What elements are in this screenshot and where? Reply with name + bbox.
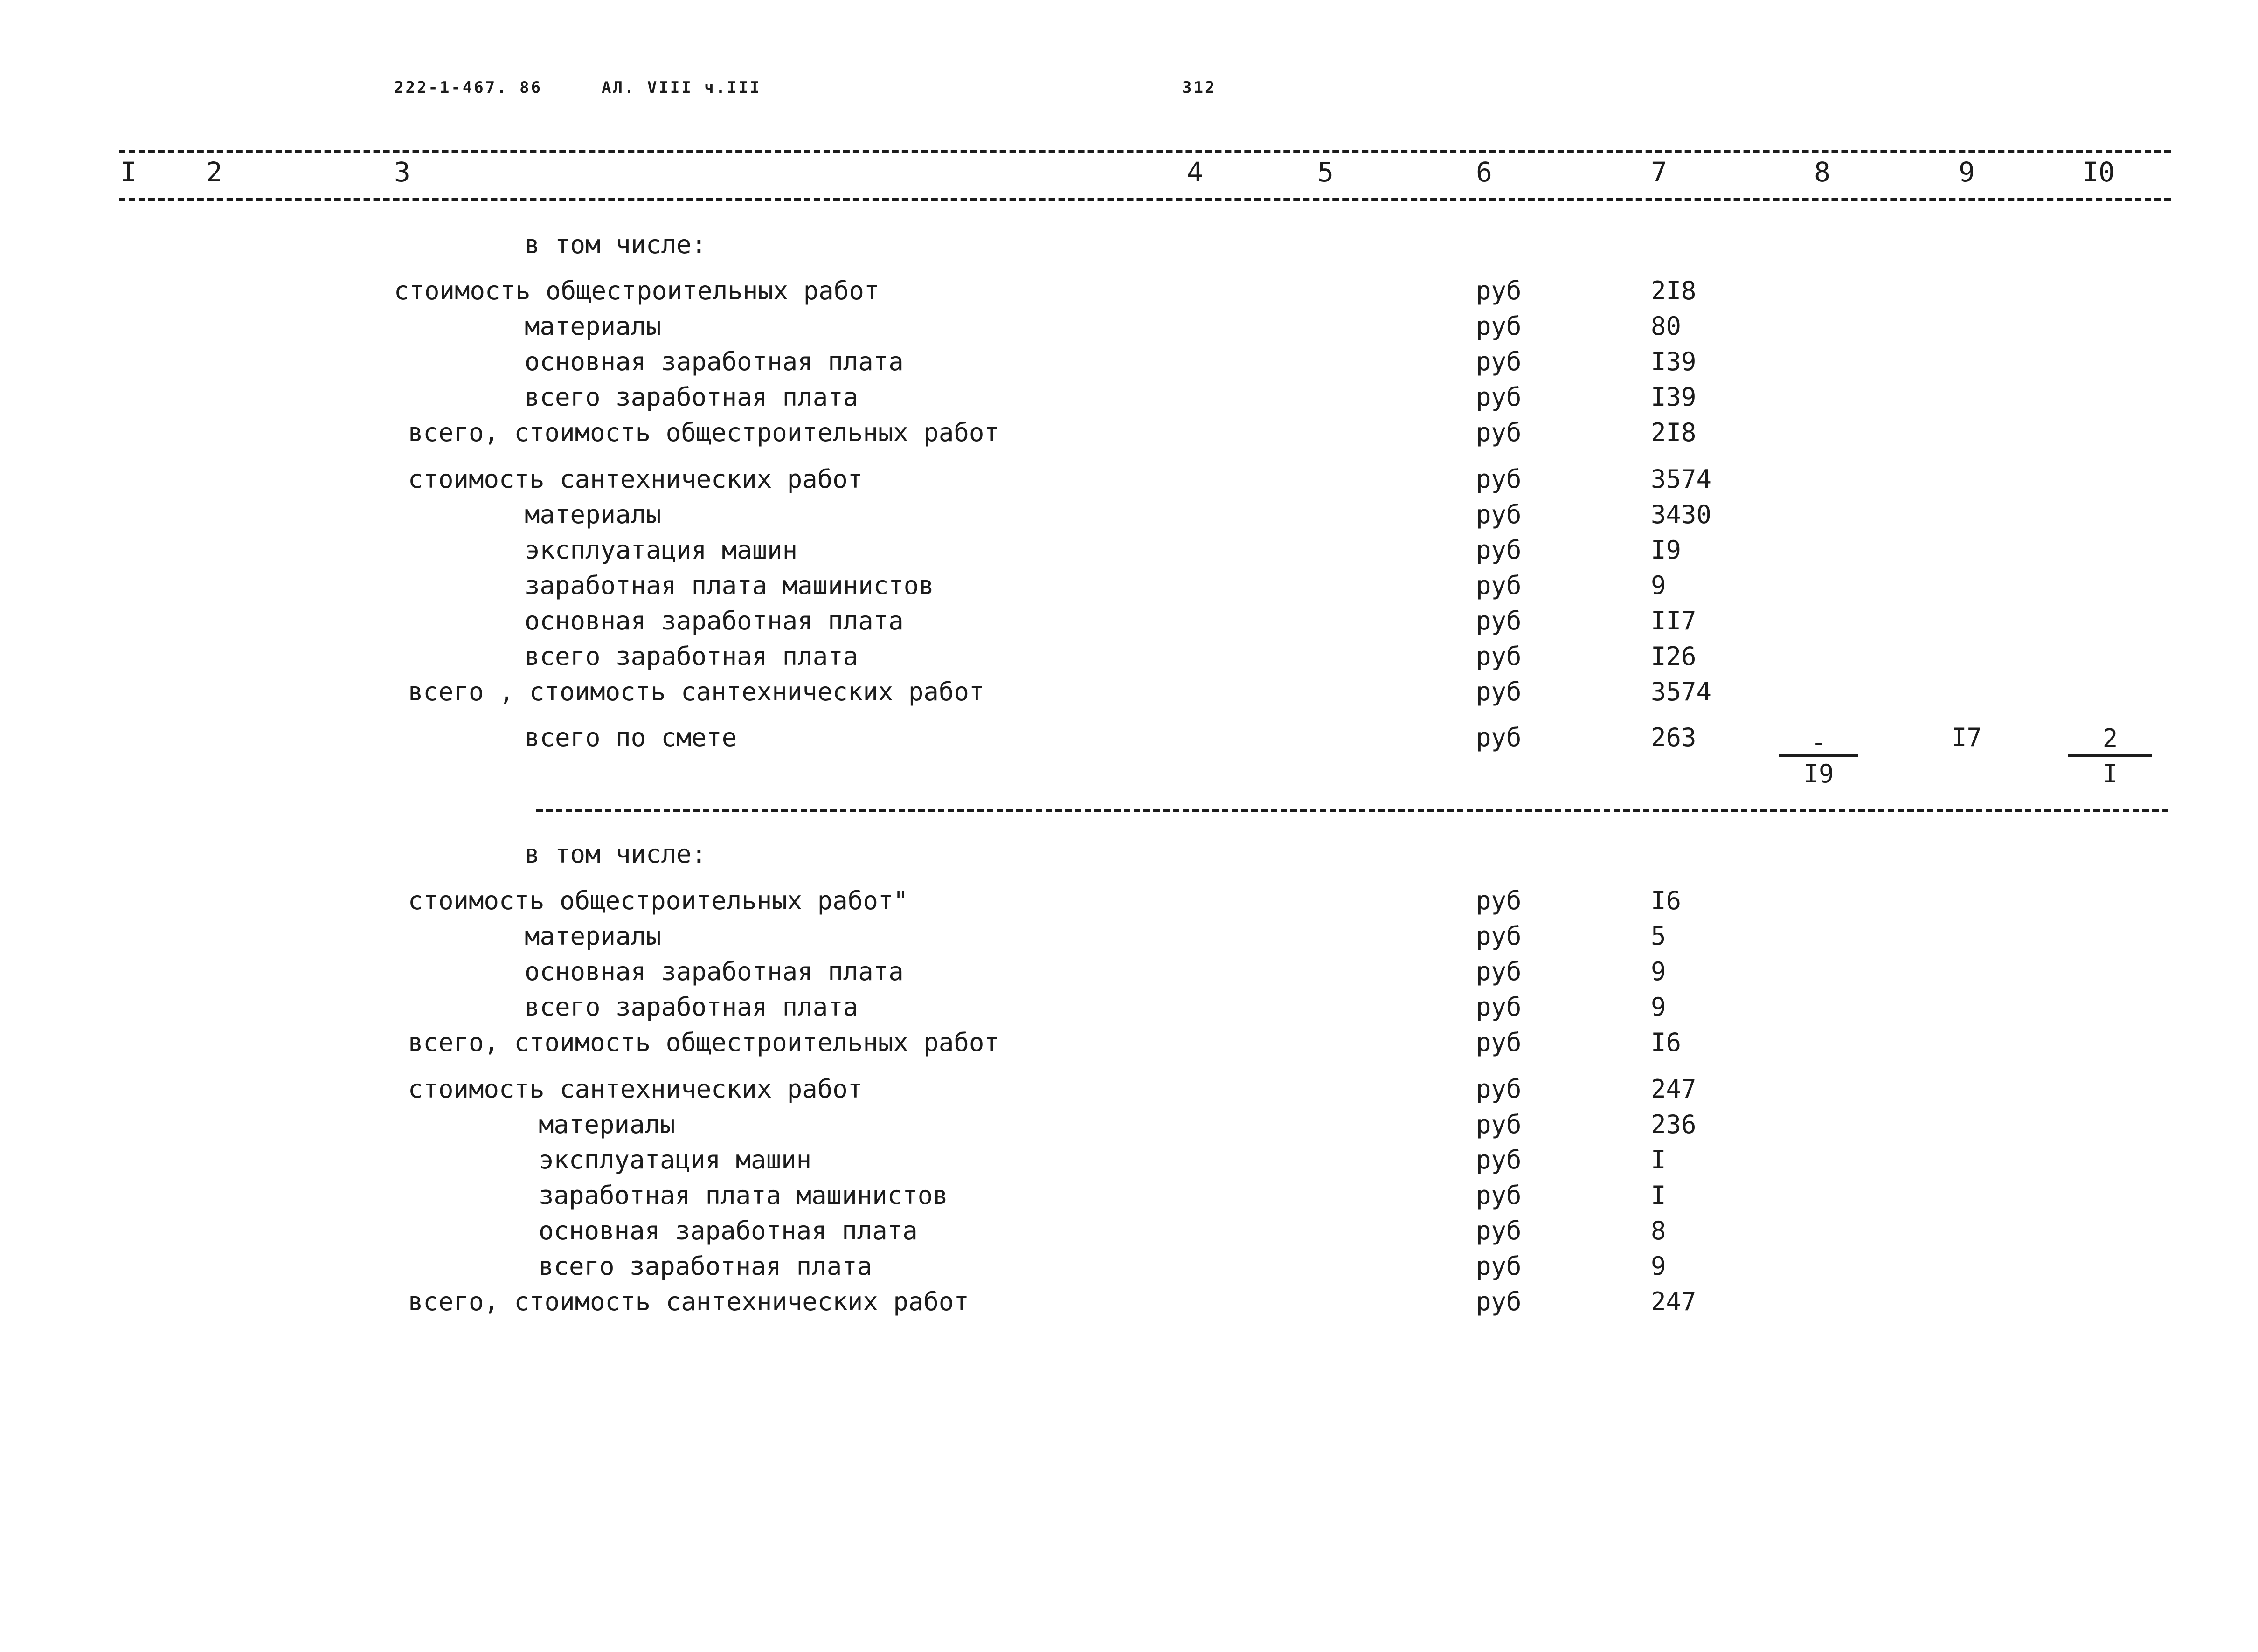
cost-label: эксплуатация машин: [539, 1145, 812, 1175]
column-number-7: 7: [1651, 156, 1667, 188]
cost-label: стоимость сантехнических работ: [408, 1074, 863, 1104]
unit-label: руб: [1476, 642, 1522, 671]
col10-numerator: 2: [2102, 724, 2118, 753]
unit-label: руб: [1476, 1145, 1522, 1175]
unit-label: руб: [1476, 311, 1522, 341]
cost-label: материалы: [525, 311, 661, 341]
cost-label: материалы: [525, 500, 661, 529]
unit-label: руб: [1476, 382, 1522, 412]
cost-value: 247: [1651, 1074, 1697, 1104]
unit-label: руб: [1476, 921, 1522, 951]
cost-label: эксплуатация машин: [525, 535, 798, 565]
column-number-5: 5: [1317, 156, 1334, 188]
cost-value: I39: [1651, 382, 1697, 412]
cost-label: стоимость общестроительных работ: [394, 276, 880, 305]
cost-value: 9: [1651, 1251, 1666, 1281]
cost-value: 9: [1651, 992, 1666, 1022]
cost-value: 8: [1651, 1216, 1666, 1245]
cost-value: 2I8: [1651, 418, 1697, 447]
cost-value: I: [1651, 1181, 1666, 1210]
cost-value: 236: [1651, 1110, 1697, 1139]
column-number-6: 6: [1476, 156, 1492, 188]
unit-label: руб: [1476, 535, 1522, 565]
document-code: 222-1-467. 86: [394, 78, 543, 97]
cost-label: заработная плата машинистов: [539, 1181, 948, 1210]
unit-label: руб: [1476, 992, 1522, 1022]
section2-intro: в том числе:: [525, 839, 707, 869]
col8-denominator: I9: [1803, 759, 1834, 788]
col8-numerator: -: [1811, 727, 1827, 757]
cost-label: всего, стоимость общестроительных работ: [408, 1028, 999, 1057]
column-number-2: 2: [206, 156, 222, 188]
cost-value: I: [1651, 1145, 1666, 1175]
cost-label: основная заработная плата: [539, 1216, 918, 1245]
unit-label: руб: [1476, 1074, 1522, 1104]
cost-value: I26: [1651, 642, 1697, 671]
cost-label: всего заработная плата: [525, 382, 859, 412]
cost-value: I6: [1651, 1028, 1682, 1057]
cost-value: 2I8: [1651, 276, 1697, 305]
unit-label: руб: [1476, 418, 1522, 447]
cost-value: I9: [1651, 535, 1682, 565]
cost-label: основная заработная плата: [525, 347, 904, 376]
cost-label: всего , стоимость сантехнических работ: [408, 677, 984, 706]
cost-value: 9: [1651, 571, 1666, 600]
cost-value: 3574: [1651, 464, 1712, 494]
header-bottom-rule: [119, 198, 2171, 201]
cost-label: стоимость сантехнических работ: [408, 464, 863, 494]
col8-fraction-bar: [1779, 754, 1858, 757]
unit-label: руб: [1476, 500, 1522, 529]
unit-label: руб: [1476, 571, 1522, 600]
column-number-3: 3: [394, 156, 410, 188]
unit-label: руб: [1476, 464, 1522, 494]
column-number-9: 9: [1959, 156, 1975, 188]
column-number-8: 8: [1814, 156, 1830, 188]
cost-label: заработная плата машинистов: [525, 571, 934, 600]
estimate-total-label: всего по смете: [525, 723, 737, 752]
cost-label: материалы: [539, 1110, 675, 1139]
section1-intro: в том числе:: [525, 230, 707, 259]
cost-value: 80: [1651, 311, 1682, 341]
unit-label: руб: [1476, 1251, 1522, 1281]
col10-denominator: I: [2102, 759, 2118, 788]
cost-label: всего, стоимость общестроительных работ: [408, 418, 999, 447]
cost-label: основная заработная плата: [525, 957, 904, 986]
header-top-rule: [119, 150, 2171, 153]
cost-label: материалы: [525, 921, 661, 951]
unit-label: руб: [1476, 1287, 1522, 1316]
unit-label: руб: [1476, 1181, 1522, 1210]
column-number-1: I: [120, 156, 137, 188]
cost-value: II7: [1651, 606, 1697, 636]
unit-label: руб: [1476, 347, 1522, 376]
unit-label: руб: [1476, 276, 1522, 305]
page-number: 312: [1182, 78, 1217, 97]
estimate-total-value: 263: [1651, 723, 1697, 752]
cost-label: всего заработная плата: [525, 642, 859, 671]
col10-fraction-bar: [2068, 754, 2152, 757]
cost-value: 247: [1651, 1287, 1697, 1316]
cost-value: I6: [1651, 886, 1682, 915]
cost-value: 9: [1651, 957, 1666, 986]
unit-label: руб: [1476, 1110, 1522, 1139]
estimate-total-unit: руб: [1476, 723, 1522, 752]
unit-label: руб: [1476, 957, 1522, 986]
unit-label: руб: [1476, 606, 1522, 636]
cost-value: 5: [1651, 921, 1666, 951]
cost-label: стоимость общестроительных работ": [408, 886, 908, 915]
unit-label: руб: [1476, 1028, 1522, 1057]
column-number-4: 4: [1187, 156, 1203, 188]
cost-label: всего заработная плата: [539, 1251, 873, 1281]
cost-label: основная заработная плата: [525, 606, 904, 636]
cost-value: I39: [1651, 347, 1697, 376]
column-number-10: I0: [2082, 156, 2115, 188]
cost-label: всего заработная плата: [525, 992, 859, 1022]
unit-label: руб: [1476, 886, 1522, 915]
cost-value: 3574: [1651, 677, 1712, 706]
cost-label: всего, стоимость сантехнических работ: [408, 1287, 969, 1316]
col9-value: I7: [1952, 723, 1982, 752]
cost-value: 3430: [1651, 500, 1712, 529]
section-divider-rule: [536, 809, 2168, 812]
album-reference: АЛ. VIII ч.III: [602, 78, 762, 97]
unit-label: руб: [1476, 1216, 1522, 1245]
unit-label: руб: [1476, 677, 1522, 706]
